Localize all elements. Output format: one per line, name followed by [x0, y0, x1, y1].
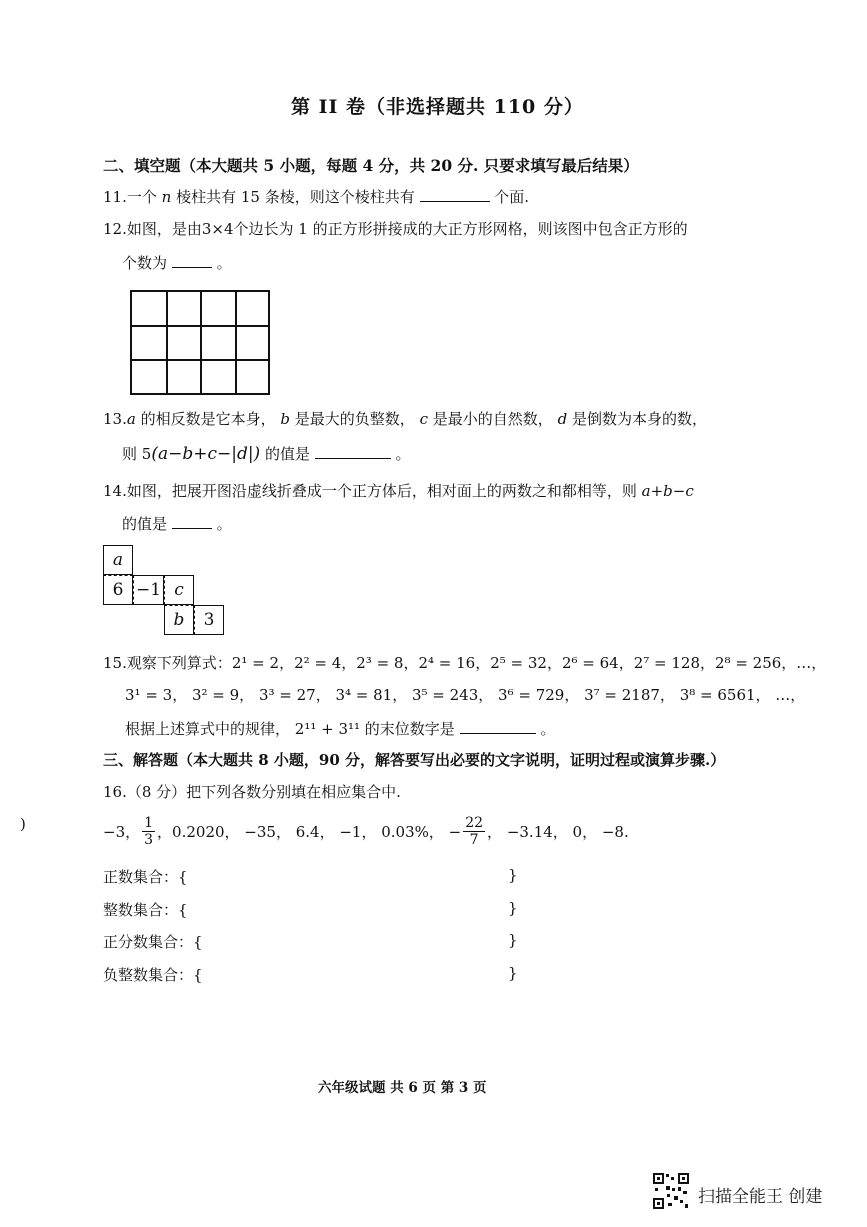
set-integer-close: }: [508, 899, 518, 917]
q13-expression: (a−b+c−|d|): [151, 444, 261, 464]
fraction-numerator: 1: [144, 815, 154, 831]
q15-label: 15.观察下列算式：: [103, 654, 232, 672]
set-negative-integer-label: 负整数集合：{: [103, 966, 203, 984]
net-cell-a: a: [103, 545, 133, 575]
q14-answer-blank[interactable]: [172, 527, 212, 529]
fraction-denominator: 3: [144, 832, 154, 849]
question-14-line1: [103, 480, 694, 501]
grid-line: [166, 292, 168, 393]
q13-var-a: a: [126, 410, 136, 428]
q13-answer-blank[interactable]: [315, 457, 391, 459]
q15-powers-of-2: 2¹ = 2，2² = 4，2³ = 8，2⁴ = 16，2⁵ = 32，2⁶ = 64，2⁷ = 128，2⁸ = 256，…，: [231, 654, 827, 672]
question-13-line2: [122, 443, 411, 464]
q12-line2-text: 个数为: [122, 254, 168, 272]
q13-text-e: 是倒数为本身的数，: [571, 410, 707, 428]
q13-text-b: 的相反数是它本身，: [140, 410, 276, 428]
question-15-line1: [103, 652, 826, 673]
q11-n: n: [161, 188, 172, 206]
q13-var-c: c: [419, 410, 428, 428]
page-title: 第 II 卷（非选择题共 110 分）: [291, 96, 584, 118]
q13-text-c: 是最大的负整数，: [294, 410, 415, 428]
q14-line1-text: 14.如图，把展开图沿虚线折叠成一个正方体后，相对面上的两数之和都相等，则: [103, 482, 637, 500]
section-3-heading: 三、解答题（本大题共 8 小题，90 分，解答要写出必要的文字说明，证明过程或演算步骤.）: [103, 751, 726, 769]
square-grid-figure: [130, 290, 270, 395]
fraction-denominator: 7: [469, 832, 479, 849]
grid-line: [132, 325, 268, 327]
question-16-line1: 16.（8 分）把下列各数分别填在相应集合中.: [103, 783, 401, 801]
question-12-line2: [122, 252, 232, 273]
fraction-22-7: [463, 815, 485, 848]
q13-line2-a: 则 5: [122, 445, 152, 463]
page-footer: 六年级试题 共 6 页 第 3 页: [318, 1080, 487, 1096]
q13-var-b: b: [280, 410, 290, 428]
q11-text-a: 11.一个: [103, 188, 157, 206]
q16-nums-a: −3，: [103, 823, 141, 842]
question-15-line3: [125, 718, 555, 739]
fraction-one-third: [142, 815, 155, 848]
net-cell-3: 3: [194, 605, 224, 635]
net-cell-b: b: [164, 605, 194, 635]
q13-line2-b: 的值是: [264, 445, 310, 463]
q16-nums-c: ， −3.14， 0， −8.: [487, 823, 629, 842]
net-cell-neg1: −1: [133, 575, 164, 605]
q14-expression: a+b−c: [641, 482, 694, 500]
set-integer-label: 整数集合：{: [103, 901, 188, 919]
q12-end: 。: [216, 254, 232, 272]
grid-line: [132, 359, 268, 361]
q14-end: 。: [216, 515, 232, 533]
q13-number: 13.: [103, 410, 127, 428]
set-positive-label: 正数集合：{: [103, 868, 188, 886]
q15-line3-text: 根据上述算式中的规律， 2¹¹ + 3¹¹ 的末位数字是: [125, 720, 455, 738]
q15-answer-blank[interactable]: [460, 732, 536, 734]
question-14-line2: [122, 513, 232, 534]
grid-line: [200, 292, 202, 393]
q15-powers-of-3: 3¹ = 3， 3² = 9， 3³ = 27， 3⁴ = 81， 3⁵ = 243， 3⁶ = 729， 3⁷ = 2187， 3⁸ = 6561， …，: [125, 686, 806, 704]
q15-end: 。: [540, 720, 556, 738]
question-11: [103, 186, 529, 207]
question-12-line1: 12.如图，是由3×4个边长为 1 的正方形拼接成的大正方形网格，则该图中包含正方形的: [103, 220, 688, 238]
q11-text-b: 棱柱共有 15 条棱，则这个棱柱共有: [176, 188, 415, 206]
q12-answer-blank[interactable]: [172, 266, 212, 268]
fraction-numerator: 22: [465, 815, 484, 831]
grid-line: [235, 292, 237, 393]
q13-text-d: 是最小的自然数，: [432, 410, 553, 428]
question-13-line1: [103, 408, 707, 429]
q14-line2-text: 的值是: [122, 515, 168, 533]
margin-mark: ): [20, 815, 26, 833]
q16-nums-b: ，0.2020， −35， 6.4， −1， 0.03%， −: [157, 823, 462, 842]
q13-end: 。: [395, 445, 411, 463]
q16-number-list: [103, 815, 629, 848]
q13-var-d: d: [557, 410, 568, 428]
net-cell-6: 6: [103, 575, 133, 605]
scanner-watermark: 扫描全能王 创建: [698, 1187, 823, 1207]
q11-text-c: 个面.: [494, 188, 530, 206]
qr-code-icon: [652, 1172, 690, 1210]
net-cell-c: c: [164, 575, 194, 605]
section-2-heading: 二、填空题（本大题共 5 小题，每题 4 分，共 20 分. 只要求填写最后结果）: [103, 156, 639, 175]
set-positive-close: }: [508, 866, 518, 884]
q11-answer-blank[interactable]: [420, 200, 490, 202]
set-positive-fraction-close: }: [508, 931, 518, 949]
set-positive-fraction-label: 正分数集合：{: [103, 933, 203, 951]
set-negative-integer-close: }: [508, 964, 518, 982]
